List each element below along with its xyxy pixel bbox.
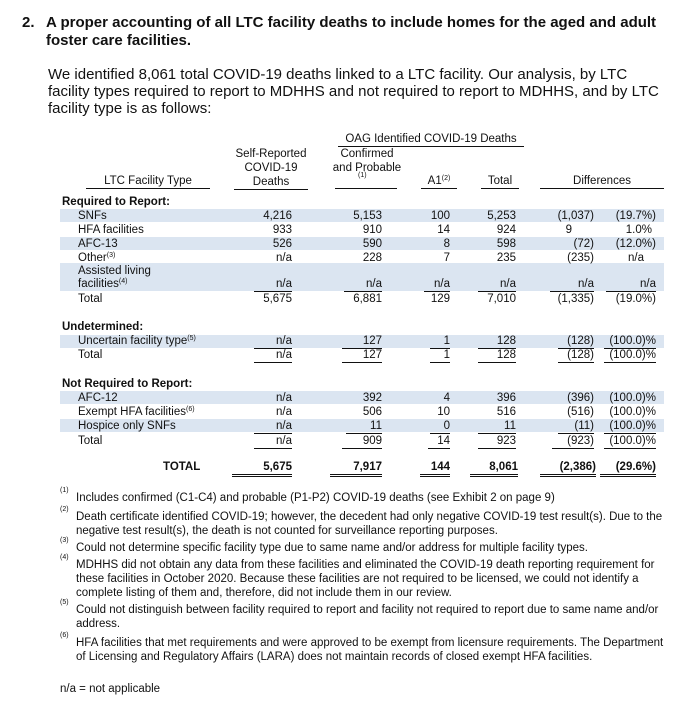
row-label: Total: [78, 435, 103, 447]
oag-group-header: OAG Identified COVID-19 Deaths: [338, 133, 524, 147]
heading-number: 2.: [22, 14, 35, 31]
row-label: AFC-12: [78, 392, 118, 404]
self-reported-header: Self-Reported COVID-19 Deaths: [235, 148, 307, 188]
row-label: Total: [78, 293, 103, 305]
row-label: Assisted living: [78, 265, 151, 277]
a1-header: A1$^{(2)}$: [421, 175, 457, 189]
row-label: Exempt HFA facilities$^{(6)}$: [78, 406, 195, 418]
row-label: Other$^{(3)}$: [78, 252, 116, 264]
na-note: n/a = not applicable: [60, 683, 161, 695]
confirmed-probable-header: Confirmed and Probable: [332, 148, 402, 174]
row-label: Total: [78, 349, 103, 361]
section-title: Undetermined:: [62, 321, 144, 333]
total-header: Total: [481, 175, 519, 189]
row-label: facilities$^{(4)}$: [78, 278, 128, 290]
row-label: SNFs: [78, 210, 107, 222]
grand-total-label: TOTAL: [163, 461, 201, 473]
section-title: Required to Report:: [62, 196, 170, 208]
row-label: Hospice only SNFs: [78, 420, 176, 432]
section-title: Not Required to Report:: [62, 378, 193, 390]
row-label: HFA facilities: [78, 224, 144, 236]
facility-type-header: LTC Facility Type: [86, 175, 210, 189]
confirmed-probable-sup: (1): [358, 172, 367, 179]
heading-text: A proper accounting of all LTC facility deaths to include homes for the aged and adult foster care facilities.: [46, 14, 657, 49]
differences-header: Differences: [540, 175, 664, 189]
intro-paragraph: We identified 8,061 total COVID-19 deaths linked to a LTC facility. Our analysis, by LTC facility types required to report to MDHHS and not required to report to MDHHS, and by LTC facility type is as follows:: [48, 66, 659, 117]
row-label: AFC-13: [78, 238, 118, 250]
row-label: Uncertain facility type$^{(5)}$: [78, 335, 196, 347]
